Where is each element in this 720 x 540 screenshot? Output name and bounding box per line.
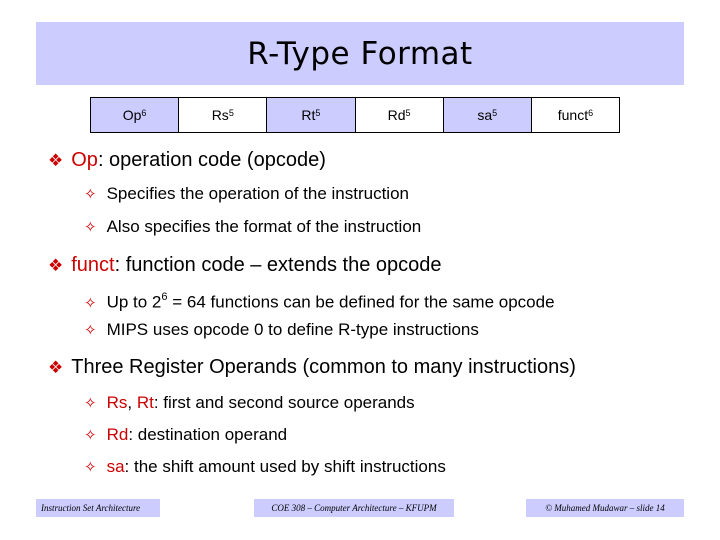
field-bits: 5 [492, 108, 498, 118]
field-bits: 5 [405, 108, 411, 118]
field-op [91, 98, 179, 132]
field-rs [179, 98, 267, 132]
field-label: Rt [301, 107, 316, 123]
four-point-star-icon: ✧ [84, 459, 97, 476]
footer-topic: Instruction Set Architecture [41, 503, 141, 513]
footer-center [254, 499, 454, 517]
field-label: Rs [211, 107, 229, 123]
field-rt [267, 98, 355, 132]
field-bits: 5 [228, 108, 234, 118]
sub-bullet-text: Specifies the operation of the instruction [106, 184, 409, 203]
register-term: Rt [136, 393, 154, 412]
register-term: Rs [106, 393, 128, 412]
sub-bullet-funct-2 [84, 319, 479, 342]
field-sa [444, 98, 532, 132]
field-rd [356, 98, 444, 132]
four-point-star-icon: ✧ [84, 427, 97, 444]
sub-bullet-text: = 64 functions can be defined for the same opcode [167, 292, 555, 312]
sub-bullet-text: MIPS uses opcode 0 to define R-type instructions [106, 320, 479, 339]
field-bits: 5 [315, 108, 321, 118]
field-label: Op [122, 107, 142, 123]
slide-title: R-Type Format [247, 35, 473, 72]
bullet-text: : function code – extends the opcode [114, 254, 442, 276]
four-point-star-icon: ✧ [84, 322, 97, 339]
sub-bullet-op-1 [84, 183, 409, 206]
sub-bullet-text: , [127, 393, 137, 412]
field-label: Rd [387, 107, 406, 123]
sub-bullet-text: : destination operand [128, 425, 288, 444]
sub-bullet-text: : the shift amount used by shift instructions [124, 457, 446, 476]
field-label: funct [557, 107, 589, 123]
register-term: sa [106, 457, 125, 476]
footer-course: COE 308 – Computer Architecture – KFUPM [271, 503, 437, 513]
field-funct [532, 98, 619, 132]
bullet-term: Op [71, 149, 98, 171]
field-label: sa [477, 107, 493, 123]
title-bar [36, 22, 684, 85]
sub-bullet-regs-1 [84, 392, 415, 415]
sub-bullet-regs-3 [84, 456, 446, 479]
sub-bullet-text: Up to 2 [106, 292, 162, 312]
sub-bullet-text: : first and second source operands [153, 393, 415, 412]
diamond-bullet-icon: ❖ [48, 256, 64, 275]
bullet-text: Three Register Operands (common to many instructions) [71, 356, 576, 378]
field-bits: 6 [588, 108, 594, 118]
exponent: 6 [161, 291, 168, 303]
sub-bullet-regs-2 [84, 424, 287, 447]
sub-bullet-op-2 [84, 216, 421, 239]
footer-right [526, 499, 684, 517]
diamond-bullet-icon: ❖ [48, 151, 64, 170]
four-point-star-icon: ✧ [84, 186, 97, 203]
bullet-text: : operation code (opcode) [97, 149, 326, 171]
footer-left [36, 499, 160, 517]
rtype-field-diagram [90, 97, 620, 133]
register-term: Rd [106, 425, 129, 444]
diamond-bullet-icon: ❖ [48, 358, 64, 377]
four-point-star-icon: ✧ [84, 294, 97, 312]
four-point-star-icon: ✧ [84, 219, 97, 236]
sub-bullet-funct-1 [84, 287, 555, 315]
field-bits: 6 [141, 108, 147, 118]
four-point-star-icon: ✧ [84, 395, 97, 412]
footer-slide-number: © Muhamed Mudawar – slide 14 [545, 503, 665, 513]
bullet-register-operands [48, 355, 576, 380]
bullet-term: funct [71, 254, 115, 276]
bullet-funct [48, 253, 442, 278]
sub-bullet-text: Also specifies the format of the instruction [106, 217, 422, 236]
bullet-op [48, 148, 326, 173]
